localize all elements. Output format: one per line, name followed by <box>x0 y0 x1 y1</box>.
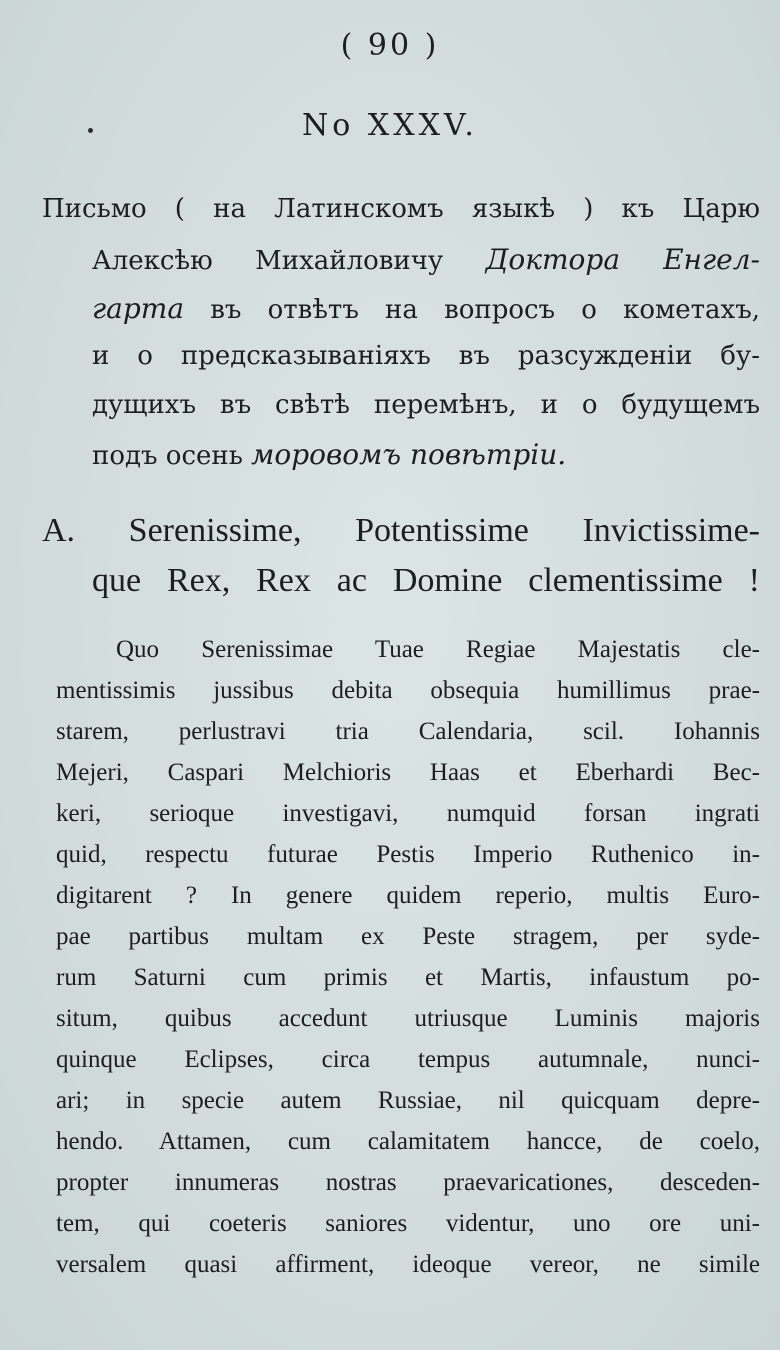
body-line: mentissimis jussibus debita obsequia humillimus prae- <box>56 677 760 704</box>
heading-line: дущихъ въ свѣтѣ перемѣнъ, и о будущемъ <box>92 390 760 420</box>
salutation-line: A. Serenissime, Potentissime Invictissime- <box>42 512 760 549</box>
body-line: Quo Serenissimae Tuae Regiae Majestatis cle- <box>116 636 760 663</box>
body-line: Mejeri, Caspari Melchioris Haas et Eberhardi Bec- <box>56 759 760 786</box>
body-line: versalem quasi affirment, ideoque vereor, ne simile <box>56 1251 760 1278</box>
heading-line: Письмо ( на Латинскомъ языкѣ ) къ Царю <box>42 194 760 224</box>
body-line: pae partibus multam ex Peste stragem, per syde- <box>56 923 760 950</box>
body-line: starem, perlustravi tria Calendaria, scil. Iohannis <box>56 718 760 745</box>
salutation-line: que Rex, Rex ac Domine clementissime ! <box>92 562 760 599</box>
body-line: situm, quibus accedunt utriusque Luminis majoris <box>56 1005 760 1032</box>
heading-line: и о предсказываніяхъ въ разсужденіи бу- <box>92 341 760 371</box>
body-line: digitarent ? In genere quidem reperio, multis Euro- <box>56 882 760 909</box>
heading-line: Алексѣю Михайловичу Доктора Енгел- <box>92 243 760 276</box>
body-line: quinque Eclipses, circa tempus autumnale, nunci- <box>56 1046 760 1073</box>
document-number: No XXXV. <box>302 108 478 143</box>
heading-line: подъ осень моровомъ повѣтріи. <box>92 438 567 471</box>
body-line: tem, qui coeteris saniores videntur, uno ore uni- <box>56 1210 760 1237</box>
body-line: hendo. Attamen, cum calamitatem hancce, de coelo, <box>56 1128 760 1155</box>
body-line: keri, serioque investigavi, numquid forsan ingrati <box>56 800 760 827</box>
page-number: ( 90 ) <box>340 28 440 63</box>
body-line: rum Saturni cum primis et Martis, infaustum po- <box>56 964 760 991</box>
body-line: propter innumeras nostras praevaricationes, desceden- <box>56 1169 760 1196</box>
heading-line: гарта въ отвѣтъ на вопросъ о кометахъ, <box>92 292 760 325</box>
body-line: ari; in specie autem Russiae, nil quicquam depre- <box>56 1087 760 1114</box>
body-line: quid, respectu futurae Pestis Imperio Ruthenico in- <box>56 841 760 868</box>
